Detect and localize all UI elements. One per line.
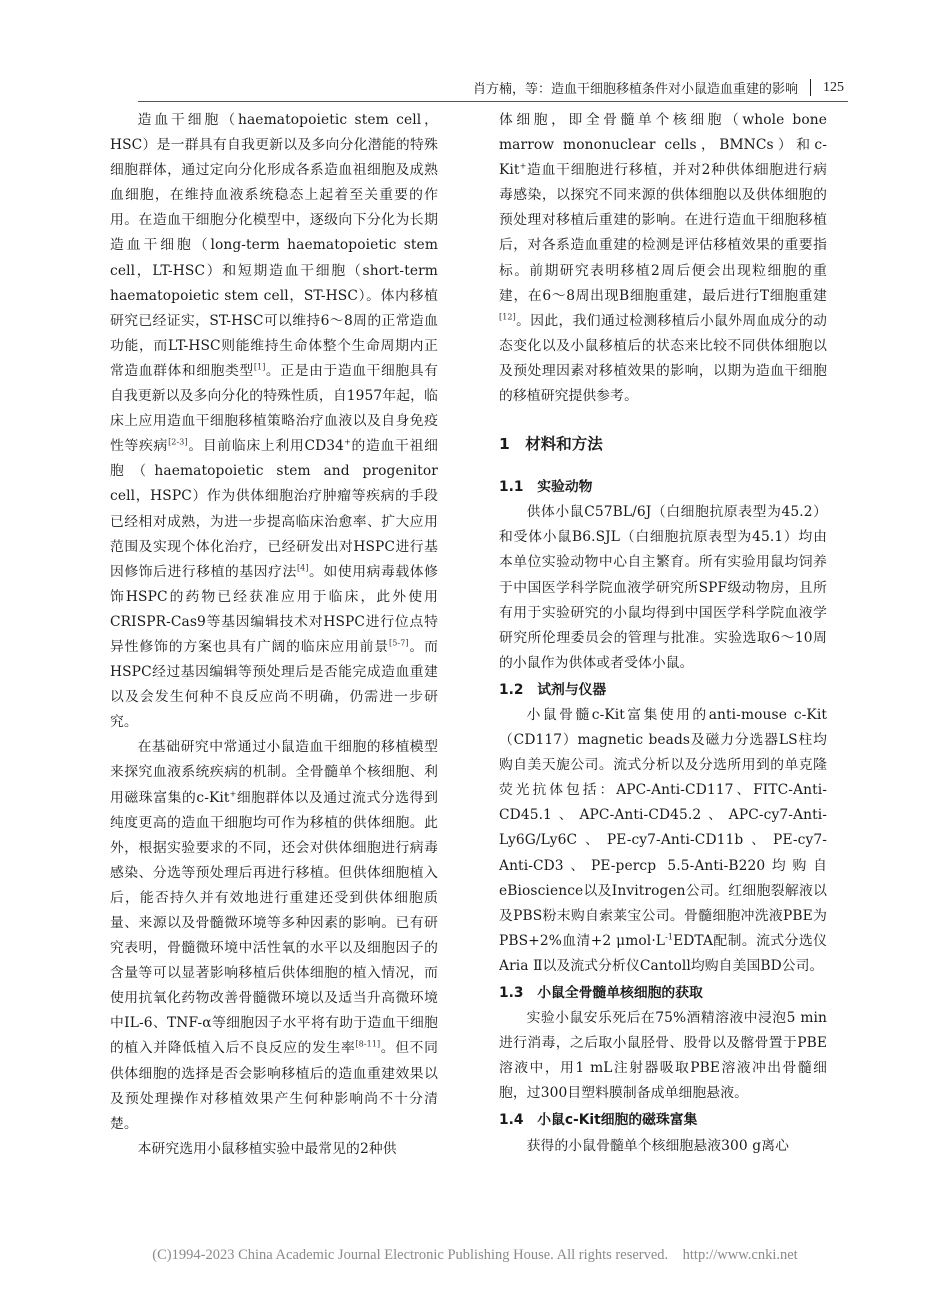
intro-paragraph-3-cont: 体细胞，即全骨髓单个核细胞（whole bone marrow mononuclear cells，BMNCs）和c-Kit+造血干细胞进行移植，并对2种供体细胞进行病毒感染，以探究不同来源的供体细胞以及供体细胞的预处理对移植后重建的影响。在进行造血干细胞移植后，对各系造血重建的检测是评估移植效果的重要指标。前期研究表明移植2周后便会出现粒细胞的重建，在6～8周出现B细胞重建，最后进行T细胞重建[12]。因此，我们通过检测移植后小鼠外周血成分的动态变化以及小鼠移植后的状态来比较不同供体细胞以及预处理因素对移植效果的影响，以期为造血干细胞的移植研究提供参考。	[499, 112, 827, 405]
left-column	[110, 108, 438, 1162]
citation[interactable]: [12]	[499, 312, 516, 322]
header-divider	[810, 79, 811, 96]
subsection-text-1-1: 供体小鼠C57BL/6J（白细胞抗原表型为45.2）和受体小鼠B6.SJL（白细胞抗原表型为45.1）均由本单位实验动物中心自主繁育。所有实验用鼠均饲养于中国医学科学院血液学研究所SPF级动物房，且所有用于实验研究的小鼠均得到中国医学科学院血液学研究所伦理委员会的管理与批准。实验选取6～10周的小鼠作为供体或者受体小鼠。	[499, 504, 827, 671]
intro-paragraph-2: 在基础研究中常通过小鼠造血干细胞的移植模型来探究血液系统疾病的机制。全骨髓单个核细胞、利用磁珠富集的c-Kit+细胞群体以及通过流式分选得到纯度更高的造血干细胞均可作为移植的供体细胞。此外，根据实验要求的不同，还会对供体细胞进行病毒感染、分选等预处理后再进行移植。但供体细胞植入后，能否持久并有效地进行重建还受到供体细胞质量、来源以及骨髓微环境等多种因素的影响。已有研究表明，骨髓微环境中活性氧的水平以及细胞因子的含量等可以显著影响移植后供体细胞的植入情况，而使用抗氧化药物改善骨髓微环境以及适当升高微环境中IL-6、TNF-α等细胞因子水平将有助于造血干细胞的植入并降低植入后不良反应的发生率[8-11]。但不同供体细胞的选择是否会影响移植后的造血重建效果以及预处理操作对移植效果产生何种影响尚不十分清楚。	[110, 739, 438, 1132]
subsection-heading-1-2: 1.2 试剂与仪器	[499, 681, 607, 698]
citation[interactable]: [2-3]	[168, 437, 188, 447]
subsection-text-1-4: 获得的小鼠骨髓单个核细胞悬液300 g离心	[526, 1137, 789, 1154]
running-header	[473, 78, 844, 97]
section-heading-materials-methods: 1 材料和方法	[499, 435, 603, 454]
citation[interactable]: [8-11]	[355, 1039, 381, 1049]
subsection-heading-1-1: 1.1 实验动物	[499, 479, 593, 496]
page-number: 125	[823, 79, 844, 95]
intro-paragraph-1: 造血干细胞（haematopoietic stem cell，HSC）是一群具有自我更新以及多向分化潜能的特殊细胞群体，通过定向分化形成各系造血祖细胞及成熟血细胞，在维持血液系统稳态上起着至关重要的作用。在造血干细胞分化模型中，逐级向下分化为长期造血干细胞（long-term haematopoietic stem cell，LT-HSC）和短期造血干细胞（short-term haematopoietic stem cell，ST-HSC）。体内移植研究已经证实，ST-HSC可以维持6～8周的正常造血功能，而LT-HSC则能维持生命体整个生命周期内正常造血群体和细胞类型[1]。正是由于造血干细胞具有自我更新以及多向分化的特殊性质，自1957年起，临床上应用造血干细胞移植策略治疗血液以及自身免疫性等疾病[2-3]。目前临床上利用CD34+的造血干祖细胞（haematopoietic stem and progenitor cell，HSPC）作为供体细胞治疗肿瘤等疾病的手段已经相对成熟，为进一步提高临床治愈率、扩大应用范围及实现个体化治疗，已经研发出对HSPC进行基因修饰后进行移植的基因疗法[4]。如使用病毒载体修饰HSPC的药物已经获准应用于临床，此外使用CRISPR-Cas9等基因编辑技术对HSPC进行位点特异性修饰的方案也具有广阔的临床应用前景[5-7]。而HSPC经过基因编辑等预处理后是否能完成造血重建以及会发生何种不良反应尚不明确，仍需进一步研究。	[110, 112, 439, 731]
citation[interactable]: [1]	[253, 362, 266, 372]
copyright-footer: (C)1994-2023 China Academic Journal Electronic Publishing House. All rights reserved. http://www.cnki.net	[152, 1247, 798, 1263]
subsection-text-1-2: 小鼠骨髓c-Kit富集使用的anti-mouse c-Kit（CD117）magnetic beads及磁力分选器LS柱均购自美天旎公司。流式分析以及分选所用到的单克隆荧光抗体包括：APC-Anti-CD117、FITC-Anti-CD45.1、APC-Anti-CD45.2、APC-cy7-Anti-Ly6G/Ly6C、PE-cy7-Anti-CD11b、PE-cy7-Anti-CD3、PE-percp 5.5-Anti-B220均购自eBioscience以及Invitrogen公司。红细胞裂解液以及PBS粉末购自索莱宝公司。骨髓细胞冲洗液PBE为PBS+2%血清+2 $\mu mol\cdot L^{-1}EDTA$配制。流式分选仪Aria Ⅱ以及流式分析仪Cantoll均购自美国BD公司。	[499, 706, 827, 974]
citation[interactable]: [5-7]	[389, 638, 409, 648]
running-title: 肖方楠，等：造血干细胞移植条件对小鼠造血重建的影响	[472, 82, 798, 97]
subsection-heading-1-4: 1.4 小鼠c-Kit细胞的磁珠富集	[499, 1112, 698, 1129]
subsection-text-1-3: 实验小鼠安乐死后在75%酒精溶液中浸泡5 min进行消毒，之后取小鼠胫骨、股骨以及髂骨置于PBE溶液中，用1 mL注射器吸取PBE溶液冲出骨髓细胞，过300目塑料膜制备成单细胞悬液。	[499, 1010, 827, 1102]
intro-paragraph-3: 本研究选用小鼠移植实验中最常见的2种供	[137, 1140, 397, 1157]
right-column	[499, 108, 827, 1159]
subsection-heading-1-3: 1.3 小鼠全骨髓单核细胞的获取	[499, 985, 703, 1001]
header-rule	[138, 101, 848, 102]
citation[interactable]: [4]	[296, 563, 309, 573]
